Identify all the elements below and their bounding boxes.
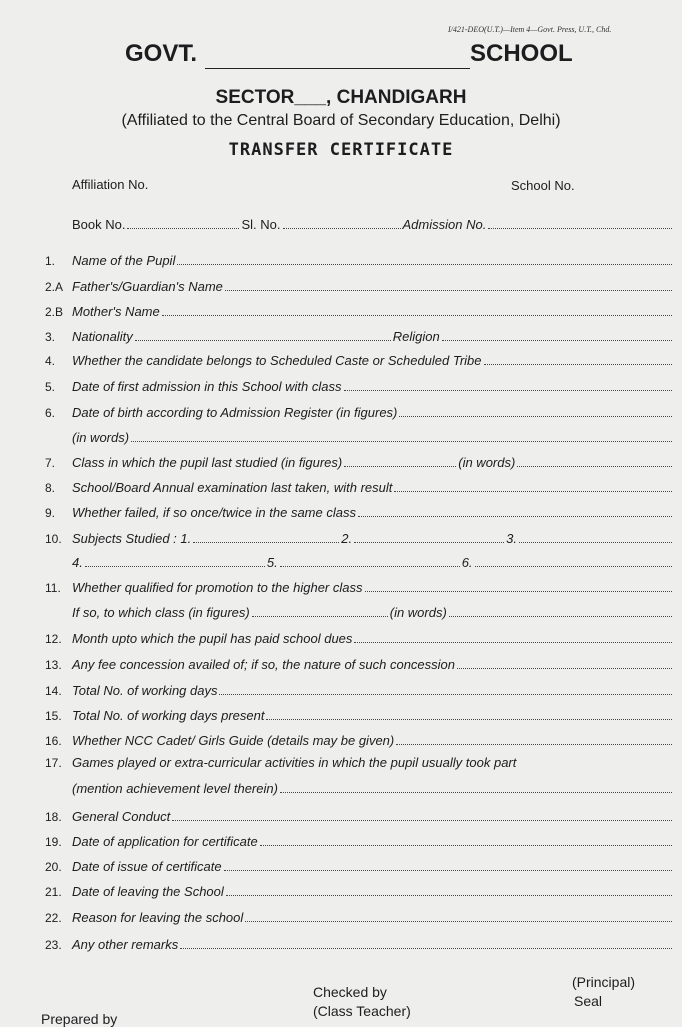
field-row-12 <box>45 628 674 646</box>
field-number: 20. <box>45 860 62 874</box>
mother-name-field[interactable] <box>162 315 672 316</box>
field-row-10b <box>45 552 674 570</box>
book-no-label: Book No. <box>72 217 126 232</box>
field-label: Month upto which the pupil has paid school dues <box>72 631 353 646</box>
subject-6-field[interactable] <box>475 566 672 567</box>
field-number: 6. <box>45 406 56 420</box>
field-number: 12. <box>45 632 62 646</box>
field-row-2b <box>45 301 674 319</box>
field-number: 1. <box>45 254 56 268</box>
field-number: 22. <box>45 911 62 925</box>
field-label: Mother's Name <box>72 304 160 319</box>
subject-2-label: 2. <box>341 531 353 546</box>
principal-label: (Principal) <box>572 974 636 990</box>
field-label: School/Board Annual examination last taken, with result <box>72 480 393 495</box>
field-label: Date of leaving the School <box>72 884 224 899</box>
field-label: Subjects Studied : 1. <box>72 531 192 546</box>
failed-field[interactable] <box>358 516 672 517</box>
page-title: TRANSFER CERTIFICATE <box>228 140 454 160</box>
working-days-field[interactable] <box>219 694 672 695</box>
field-label: Nationality <box>72 329 133 344</box>
govt-label: GOVT. <box>125 40 198 67</box>
promotion-field[interactable] <box>365 591 673 592</box>
field-row-5 <box>45 376 674 394</box>
book-row <box>72 214 674 232</box>
field-label: (mention achievement level therein) <box>72 781 278 796</box>
field-number: 18. <box>45 810 62 824</box>
field-row-7 <box>45 452 674 470</box>
field-number: 11. <box>45 581 61 595</box>
field-label: Date of first admission in this School with class <box>72 379 342 394</box>
field-label: Father's/Guardian's Name <box>72 279 223 294</box>
field-number: 9. <box>45 506 56 520</box>
last-class-words-field[interactable] <box>517 466 672 467</box>
school-no-label: School No. <box>511 178 575 193</box>
field-label: Class in which the pupil last studied (in figures) <box>72 455 343 470</box>
field-number: 15. <box>45 709 62 723</box>
field-row-20 <box>45 856 674 874</box>
words-label: (in words) <box>389 605 447 620</box>
field-row-15 <box>45 705 674 723</box>
field-row-17b <box>45 778 674 796</box>
dues-field[interactable] <box>354 642 672 643</box>
press-note: I/421-DEO(U.T.)—Item 4—Govt. Press, U.T., Chd. <box>448 25 612 34</box>
field-number: 16. <box>45 734 62 748</box>
field-label: Whether failed, if so once/twice in the same class <box>72 505 356 520</box>
field-label: (in words) <box>72 430 130 445</box>
leaving-date-field[interactable] <box>226 895 672 896</box>
activities-field[interactable] <box>280 792 672 793</box>
field-label: If so, to which class (in figures) <box>72 605 250 620</box>
field-label: Date of issue of certificate <box>72 859 222 874</box>
exam-result-field[interactable] <box>394 491 672 492</box>
book-no-field[interactable] <box>127 228 239 229</box>
field-row-11 <box>45 577 674 595</box>
field-row-16 <box>45 730 674 748</box>
field-number: 10. <box>45 532 62 546</box>
checked-by-label: Checked by <box>313 984 387 1000</box>
leaving-reason-field[interactable] <box>245 921 672 922</box>
field-label: Any other remarks <box>72 937 179 952</box>
admission-no-label: Admission No. <box>402 217 487 232</box>
dob-words-field[interactable] <box>131 441 672 442</box>
field-label: Name of the Pupil <box>72 253 176 268</box>
sector-line: SECTOR___, CHANDIGARH <box>215 87 467 108</box>
field-row-6-words <box>45 427 674 445</box>
affiliation-no-label: Affiliation No. <box>72 177 149 192</box>
subject-4-field[interactable] <box>85 566 265 567</box>
field-row-19 <box>45 831 674 849</box>
field-row-1 <box>45 250 674 268</box>
field-row-14 <box>45 680 674 698</box>
pupil-name-field[interactable] <box>177 264 672 265</box>
subject-1-field[interactable] <box>193 542 339 543</box>
nationality-field[interactable] <box>135 340 391 341</box>
field-row-11b <box>45 602 674 620</box>
field-row-8 <box>45 477 674 495</box>
subject-6-label: 6. <box>461 555 473 570</box>
field-label: General Conduct <box>72 809 171 824</box>
field-label: Any fee concession availed of; if so, the nature of such concession <box>72 657 456 672</box>
field-row-10 <box>45 528 674 546</box>
field-row-21 <box>45 881 674 899</box>
subject-3-label: 3. <box>506 531 517 546</box>
remarks-field[interactable] <box>180 948 672 949</box>
school-name-blank <box>205 68 470 69</box>
field-number: 5. <box>45 380 56 394</box>
dob-figures-field[interactable] <box>399 416 672 417</box>
field-row-6 <box>45 402 674 420</box>
field-label: Date of birth according to Admission Register (in figures) <box>72 405 398 420</box>
first-admission-field[interactable] <box>344 390 673 391</box>
affiliation-note: (Affiliated to the Central Board of Secondary Education, Delhi) <box>121 112 561 129</box>
field-row-18 <box>45 806 674 824</box>
admission-no-field[interactable] <box>488 228 672 229</box>
issue-date-field[interactable] <box>224 870 672 871</box>
field-label: Whether the candidate belongs to Scheduled Caste or Scheduled Tribe <box>72 353 482 368</box>
field-number: 23. <box>45 938 62 952</box>
field-number: 14. <box>45 684 62 698</box>
seal-label: Seal <box>574 993 603 1009</box>
field-number: 7. <box>45 456 56 470</box>
field-row-23 <box>45 934 674 952</box>
days-present-field[interactable] <box>266 719 672 720</box>
subject-2-field[interactable] <box>354 542 504 543</box>
promotion-class-figures-field[interactable] <box>252 616 388 617</box>
conduct-field[interactable] <box>172 820 672 821</box>
field-label: Whether qualified for promotion to the higher class <box>72 580 363 595</box>
field-label: Whether NCC Cadet/ Girls Guide (details may be given) <box>72 733 395 748</box>
field-row-4 <box>45 350 674 368</box>
words-label: (in words) <box>458 455 516 470</box>
sl-no-field[interactable] <box>283 228 401 229</box>
promotion-class-words-field[interactable] <box>449 616 672 617</box>
field-row-9 <box>45 502 674 520</box>
school-label: SCHOOL <box>470 40 573 67</box>
subject-3-field[interactable] <box>519 542 672 543</box>
last-class-figures-field[interactable] <box>344 466 456 467</box>
subject-4-label: 4. <box>72 555 83 570</box>
field-number: 19. <box>45 835 62 849</box>
field-row-2a <box>45 276 674 294</box>
prepared-by-label: Prepared by <box>41 1011 118 1027</box>
field-number: 2.B <box>45 305 64 319</box>
field-label: Total No. of working days <box>72 683 218 698</box>
religion-field[interactable] <box>442 340 672 341</box>
field-label: Games played or extra-curricular activities in which the pupil usually took part <box>72 755 517 770</box>
ncc-field[interactable] <box>396 744 672 745</box>
sl-no-label: Sl. No. <box>241 217 281 232</box>
field-number: 13. <box>45 658 62 672</box>
field-number: 8. <box>45 481 56 495</box>
field-row-3 <box>45 326 674 344</box>
subject-5-field[interactable] <box>280 566 460 567</box>
application-date-field[interactable] <box>260 845 672 846</box>
class-teacher-label: (Class Teacher) <box>313 1003 411 1019</box>
field-row-13 <box>45 654 674 672</box>
field-number: 3. <box>45 330 56 344</box>
field-number: 2.A <box>45 280 64 294</box>
field-number: 17. <box>45 756 62 770</box>
field-number: 4. <box>45 354 56 368</box>
field-label: Date of application for certificate <box>72 834 258 849</box>
fee-concession-field[interactable] <box>457 668 672 669</box>
field-row-22 <box>45 907 674 925</box>
caste-field[interactable] <box>484 364 672 365</box>
religion-label: Religion <box>392 329 440 344</box>
subject-5-label: 5. <box>266 555 278 570</box>
field-label: Total No. of working days present <box>72 708 265 723</box>
field-row-17 <box>45 752 674 770</box>
field-label: Reason for leaving the school <box>72 910 244 925</box>
field-number: 21. <box>45 885 62 899</box>
father-name-field[interactable] <box>225 290 672 291</box>
